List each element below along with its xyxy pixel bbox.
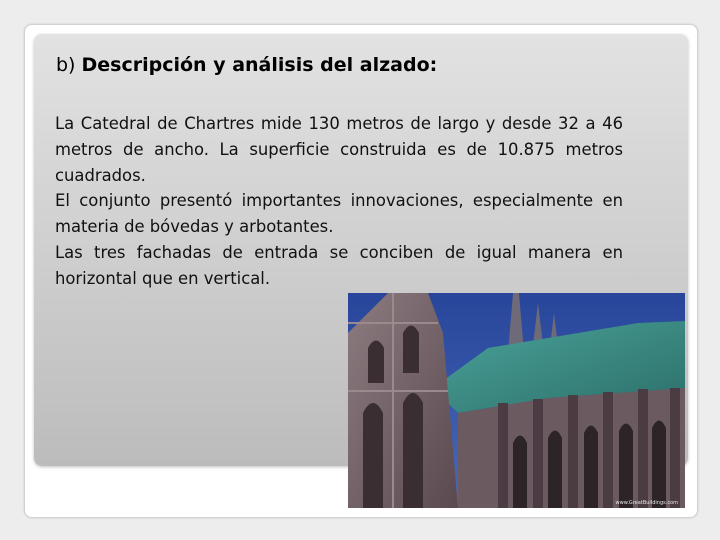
paragraph-innovations: El conjunto presentó importantes innovaciones, especialmente en materia de bóvedas y arbotantes.: [55, 191, 623, 237]
cathedral-photo: [348, 293, 685, 508]
slide-title: [56, 52, 656, 78]
title-prefix: b): [56, 54, 82, 76]
paragraph-dimensions: La Catedral de Chartres mide 130 metros de largo y desde 32 a 46 metros de ancho. La superficie construida es de 10.875 metros cuadrados.: [55, 114, 623, 185]
photo-credit: www.GreatBuildings.com: [615, 500, 678, 506]
slide-body: [55, 111, 623, 292]
cathedral-illustration: [348, 293, 685, 508]
title-bold: Descripción y análisis del alzado:: [81, 54, 438, 76]
paragraph-facades: Las tres fachadas de entrada se conciben de igual manera en horizontal que en vertical.: [55, 242, 623, 288]
